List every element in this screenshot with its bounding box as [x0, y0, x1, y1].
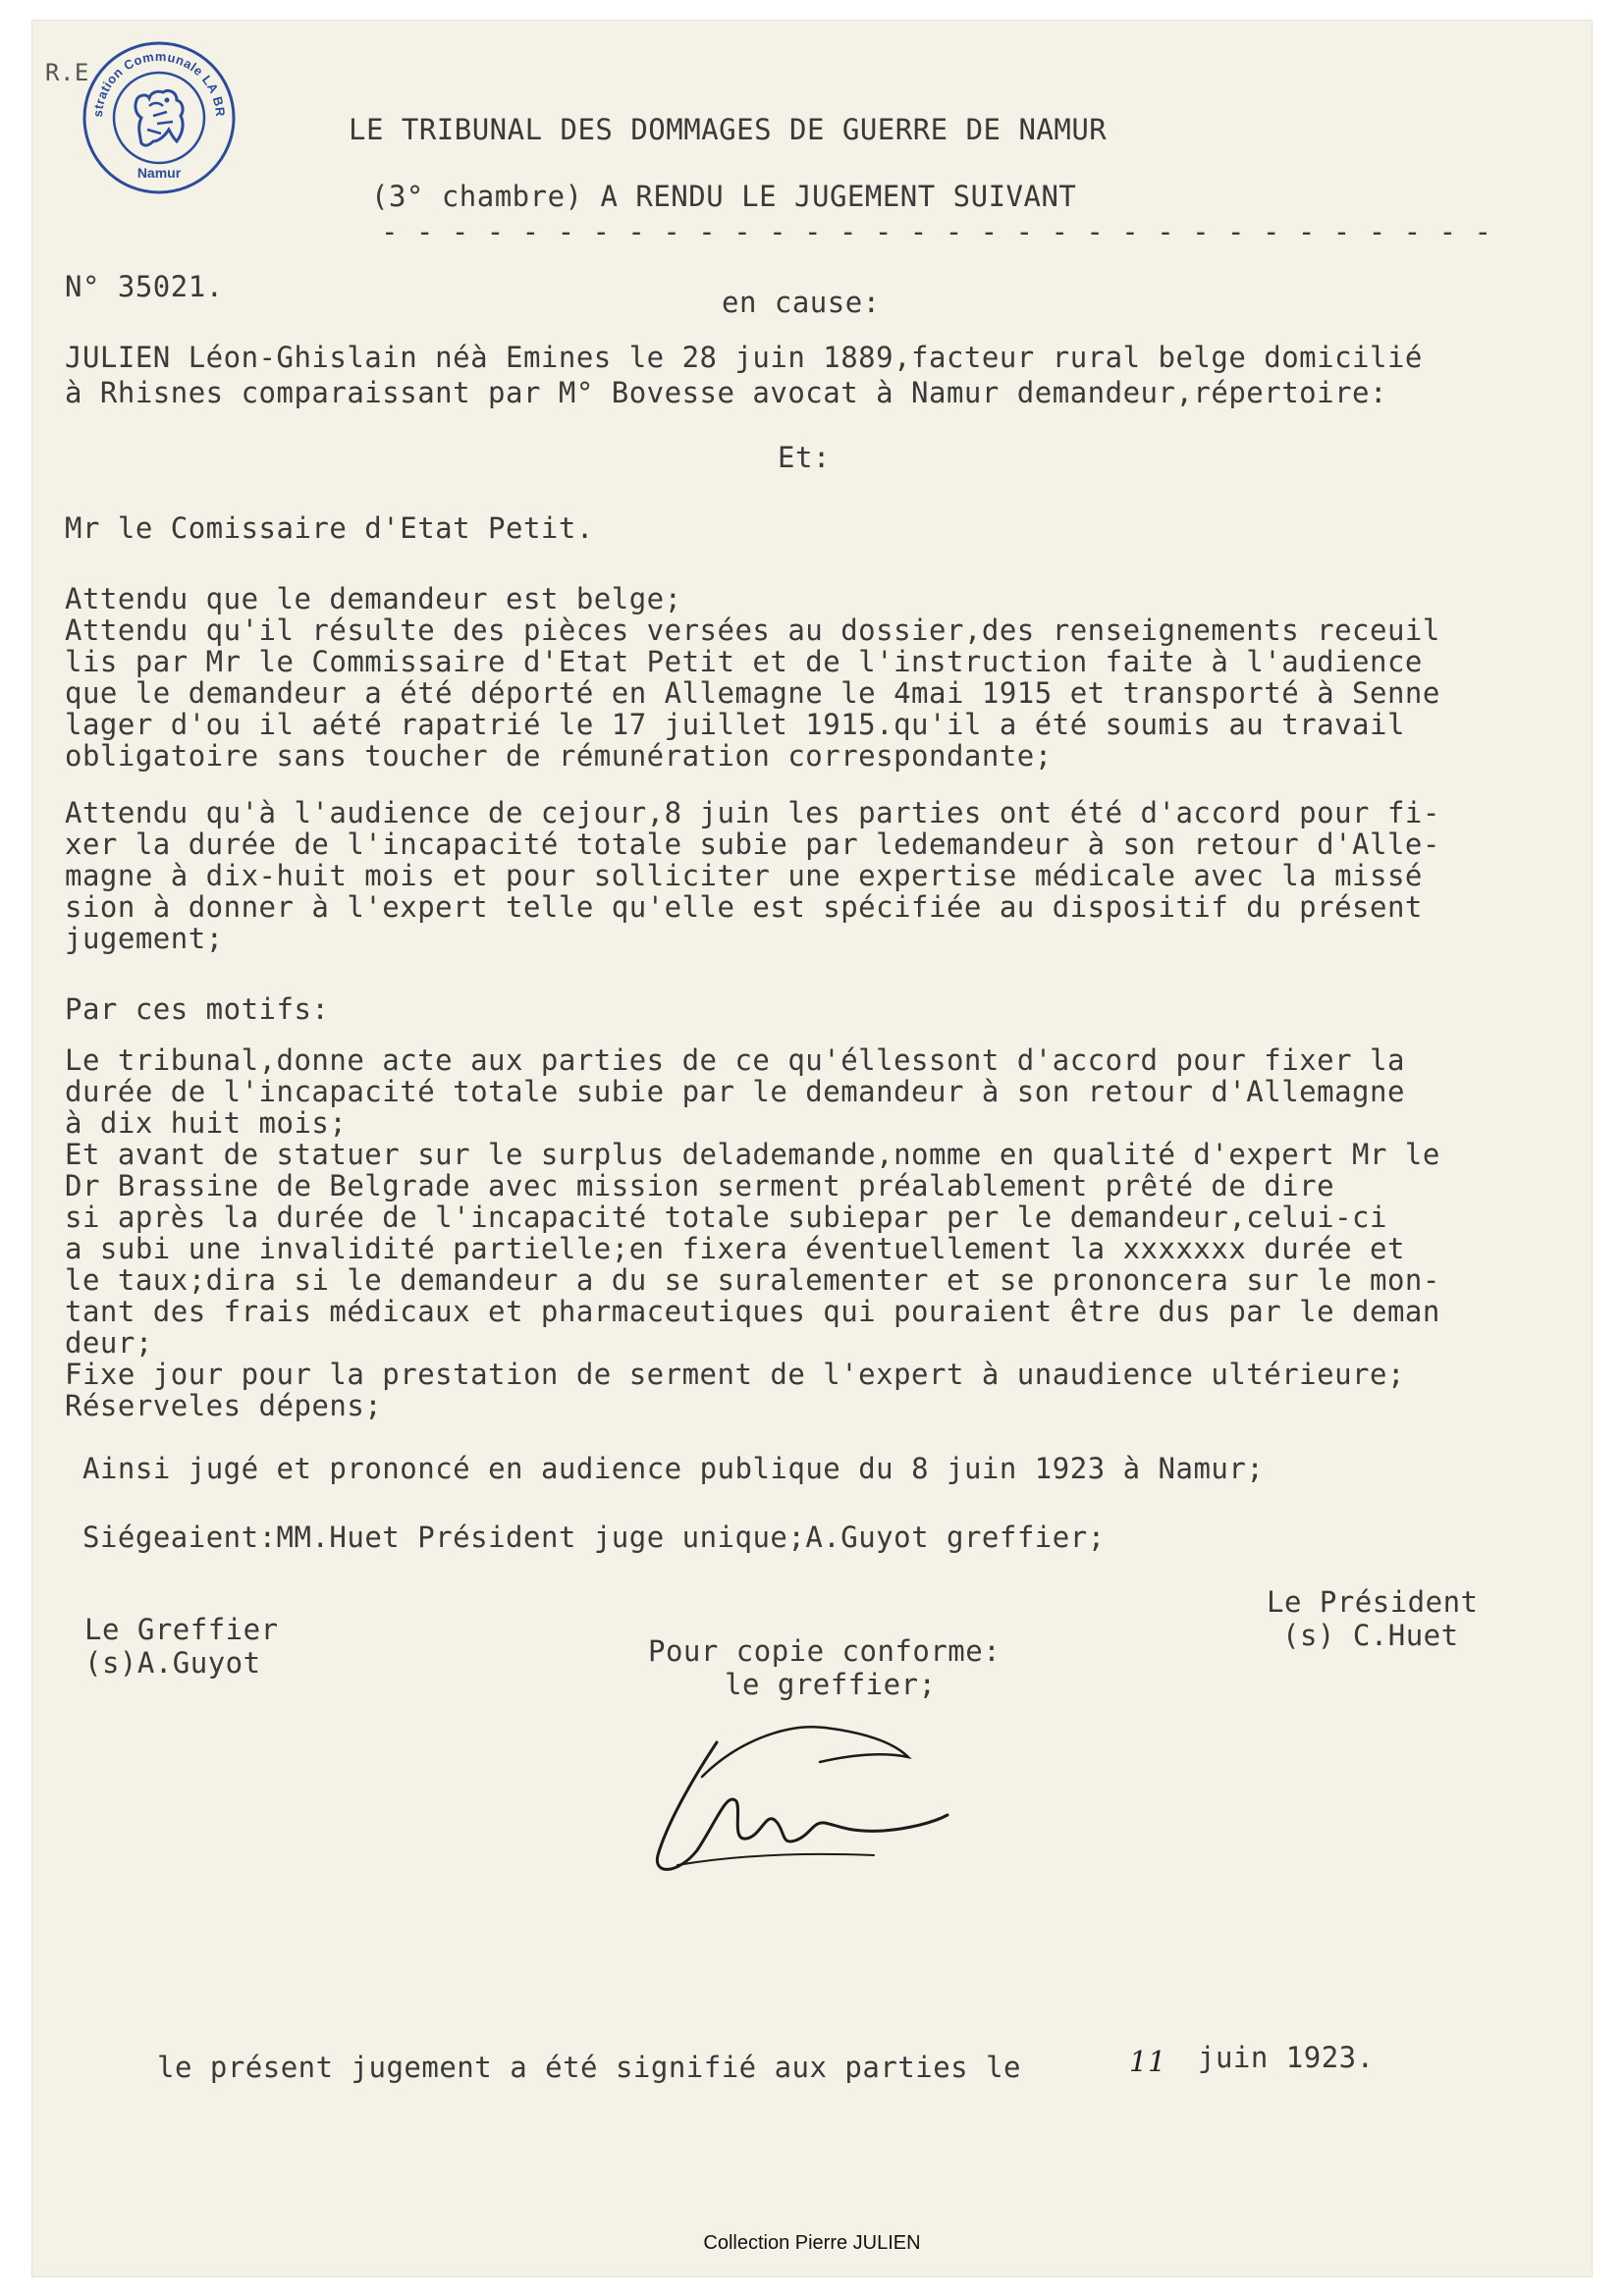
ruling-line: a subi une invalidité partielle;en fixera éventuellement la xxxxxxx durée et: [65, 1232, 1405, 1265]
copy-line-2: le greffier;: [725, 1668, 937, 1701]
ruling-line: Fixe jour pour la prestation de serment de l'expert à unaudience ultérieure;: [65, 1358, 1405, 1391]
et-label: Et:: [778, 441, 831, 474]
lion-crest-icon: [135, 90, 183, 145]
notification-day: 11: [1129, 2045, 1166, 2078]
en-cause-label: en cause:: [722, 286, 881, 319]
heading-rule: - - - - - - - - - - - - - - - - - - - - - - - - - - - - - - - -: [381, 215, 1492, 248]
svg-text:Administration Communale LA BR: [81, 39, 228, 118]
considerations-line: sion à donner à l'expert telle qu'elle est spécifiée au dispositif du présent: [65, 890, 1423, 924]
president-name: (s) C.Huet: [1282, 1619, 1459, 1652]
ruling-line: tant des frais médicaux et pharmaceutiques qui pouraient être dus par le deman: [65, 1295, 1440, 1328]
commune-stamp: [81, 39, 238, 196]
judged-line: Ainsi jugé et prononcé en audience publique du 8 juin 1923 à Namur;: [82, 1452, 1265, 1485]
considerations-line: lager d'ou il aété rapatrié le 17 juillet 1915.qu'il a été soumis au travail: [65, 708, 1405, 741]
stamp-ring-text: stration Communale LA BR: [89, 48, 229, 118]
chamber-heading: (3° chambre) A RENDU LE JUGEMENT SUIVANT: [371, 180, 1077, 213]
considerations-line: Attendu qu'à l'audience de cejour,8 juin les parties ont été d'accord pour fi-: [65, 796, 1440, 829]
tribunal-heading: LE TRIBUNAL DES DOMMAGES DE GUERRE DE NAMUR: [349, 113, 1108, 146]
ruling-line: le taux;dira si le demandeur a du se suralementer et se prononcera sur le mon-: [65, 1263, 1440, 1297]
sitting-line: Siégeaient:MM.Huet Président juge unique;A.Guyot greffier;: [82, 1521, 1106, 1554]
ruling-line: deur;: [65, 1326, 153, 1360]
greffier-title: Le Greffier: [84, 1613, 279, 1646]
copy-line-1: Pour copie conforme:: [648, 1634, 1001, 1668]
considerations-line: que le demandeur a été déporté en Allemagne le 4mai 1915 et transporté à Senne: [65, 676, 1440, 710]
president-title: Le Président: [1267, 1585, 1479, 1619]
stamp-city: Namur: [136, 165, 182, 181]
case-number: N° 35021.: [65, 270, 224, 303]
ruling-line: à dix huit mois;: [65, 1106, 348, 1140]
ruling-line: durée de l'incapacité totale subie par le demandeur à son retour d'Allemagne: [65, 1075, 1405, 1108]
considerations-line: Attendu qu'il résulte des pièces versées au dossier,des renseignements receuil: [65, 614, 1440, 647]
notification-text: le présent jugement a été signifié aux parties le: [157, 2051, 1022, 2084]
considerations-line: lis par Mr le Commissaire d'Etat Petit et de l'instruction faite à l'audience: [65, 645, 1423, 678]
handwritten-signature: [648, 1683, 962, 1890]
ruling-line: si après la durée de l'incapacité totale subiepar per le demandeur,celui-ci: [65, 1201, 1387, 1234]
considerations-line: Attendu que le demandeur est belge;: [65, 582, 682, 615]
considerations-line: xer la durée de l'incapacité totale subie par ledemandeur à son retour d'Alle-: [65, 828, 1440, 861]
parties-line-1: JULIEN Léon-Ghislain néà Emines le 28 juin 1889,facteur rural belge domicilié: [65, 341, 1423, 374]
parties-line-2: à Rhisnes comparaissant par M° Bovesse avocat à Namur demandeur,répertoire:: [65, 376, 1387, 409]
defendant: Mr le Comissaire d'Etat Petit.: [65, 511, 594, 545]
ruling-line: Et avant de statuer sur le surplus delademande,nomme en qualité d'expert Mr le: [65, 1138, 1440, 1171]
ruling-line: Le tribunal,donne acte aux parties de ce qu'éllessont d'accord pour fixer la: [65, 1043, 1405, 1077]
considerations-line: magne à dix-huit mois et pour solliciter une expertise médicale avec la missé: [65, 859, 1423, 892]
greffier-name: (s)A.Guyot: [84, 1646, 261, 1680]
ruling-line: Réserveles dépens;: [65, 1389, 383, 1422]
notification-month-year: juin 1923.: [1198, 2041, 1375, 2074]
ruling-line: Dr Brassine de Belgrade avec mission serment préalablement prêté de dire: [65, 1169, 1335, 1202]
considerations-line: jugement;: [65, 922, 224, 955]
motifs-label: Par ces motifs:: [65, 992, 330, 1026]
considerations-line: obligatoire sans toucher de rémunération correspondante;: [65, 739, 1053, 773]
collection-footer: Collection Pierre JULIEN: [703, 2232, 921, 2254]
corner-mark: R.E: [45, 59, 89, 86]
